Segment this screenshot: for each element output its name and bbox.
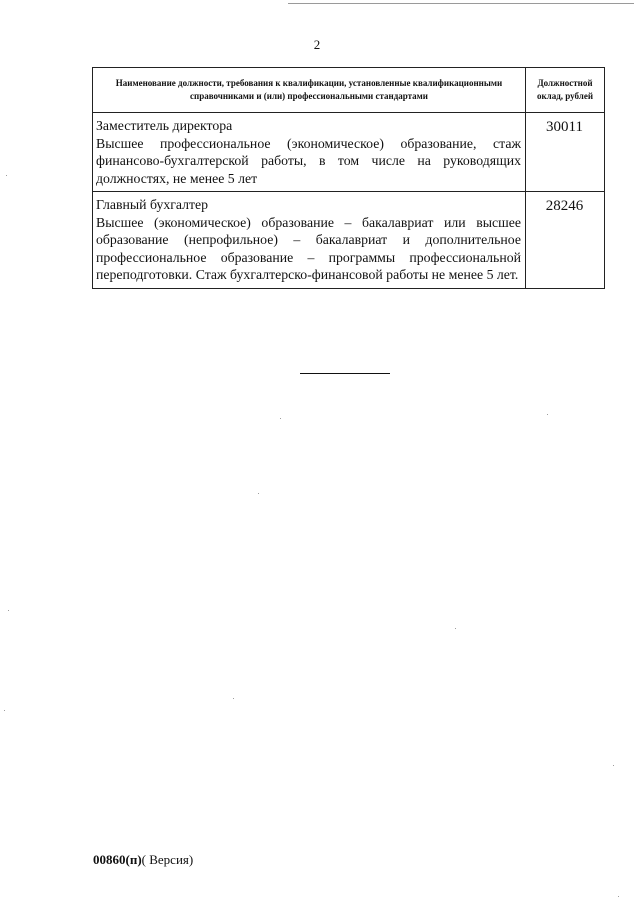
salary-value: 30011 — [526, 113, 605, 192]
header-position-requirements: Наименование должности, требования к квалификации, установленные квалификационными справочниками и (или) профессиональными стандартами — [93, 68, 526, 113]
scan-speck — [233, 698, 234, 699]
scan-speck — [455, 628, 456, 629]
page-number: 2 — [313, 37, 321, 52]
scan-speck — [613, 765, 614, 766]
header-salary: Должностной оклад, рублей — [526, 68, 605, 113]
scan-speck — [6, 175, 7, 176]
salary-value: 28246 — [526, 192, 605, 289]
table-header-row — [93, 68, 605, 113]
position-cell — [93, 113, 526, 192]
scan-speck — [8, 610, 9, 611]
table-row — [93, 192, 605, 289]
top-rule-line — [288, 3, 634, 4]
document-code-number: 00860(п) — [93, 852, 142, 867]
position-title: Заместитель директора — [96, 118, 233, 133]
scan-speck — [258, 493, 259, 494]
document-code — [93, 852, 193, 868]
position-requirements: Высшее профессиональное (экономическое) образование, стаж финансово-бухгалтерской работы, в том числе на руководящих должностях, не менее 5 лет — [96, 135, 521, 186]
scan-speck — [547, 414, 548, 415]
position-cell — [93, 192, 526, 289]
staff-salary-table — [92, 67, 605, 289]
scan-speck — [618, 896, 619, 897]
document-version: ( Версия) — [141, 852, 194, 867]
position-requirements: Высшее (экономическое) образование – бакалавриат или высшее образование (непрофильное) – бакалавриат и дополнительное профессиональное образование – программы профессиональной переподготовки. Стаж бухгалтерско-финансовой работы не менее 5 лет. — [96, 214, 521, 282]
table-row — [93, 113, 605, 192]
scan-speck — [4, 710, 5, 711]
position-title: Главный бухгалтер — [96, 197, 209, 212]
end-of-table-rule — [300, 373, 390, 374]
scan-speck — [280, 418, 281, 419]
